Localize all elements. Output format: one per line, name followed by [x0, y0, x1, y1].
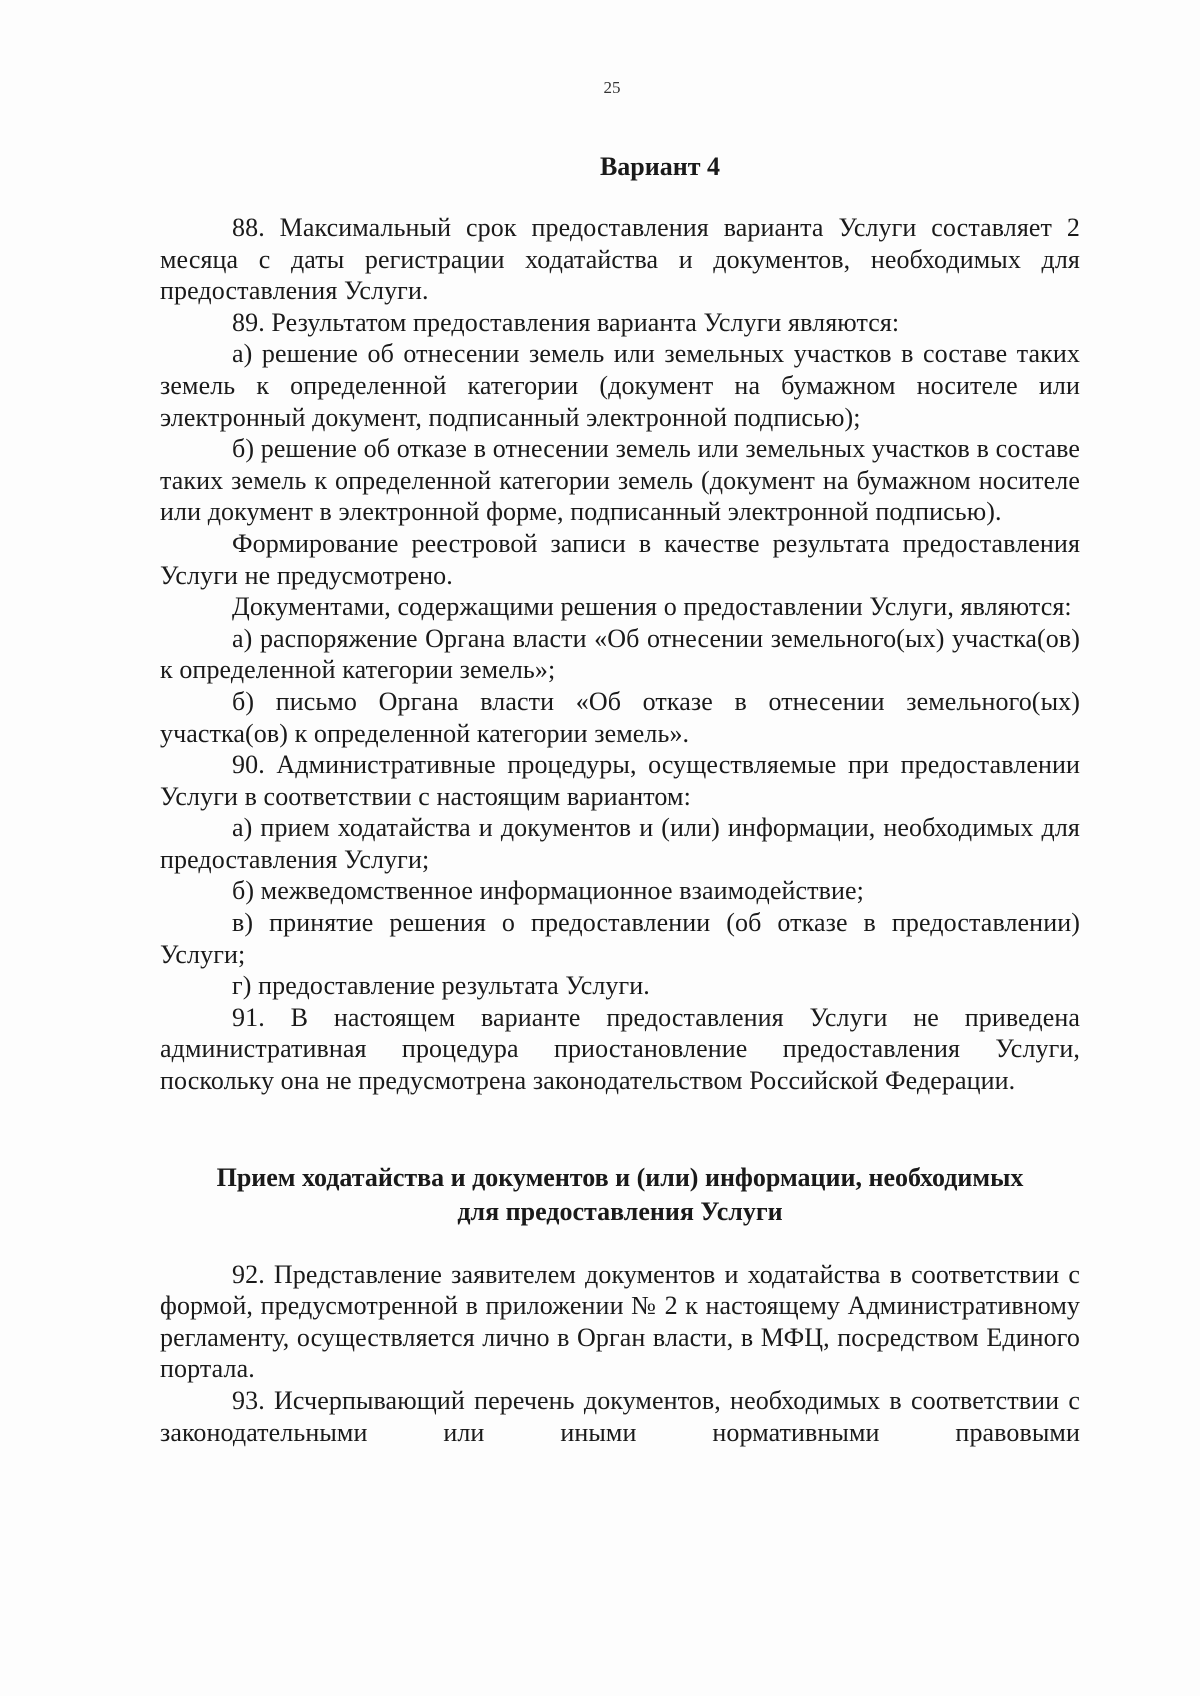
paragraph-93: 93. Исчерпывающий перечень документов, необходимых в соответствии с законодательными или иными нормативными правовыми — [160, 1386, 1080, 1447]
section-heading — [160, 1161, 1080, 1229]
paragraph-decision-documents: Документами, содержащими решения о предоставлении Услуги, являются: — [232, 592, 1072, 622]
variant-heading: Вариант 4 — [599, 152, 721, 181]
paragraph-90: 90. Административные процедуры, осуществляемые при предоставлении Услуги в соответствии с настоящим вариантом: — [160, 750, 1080, 811]
paragraph-90-v: в) принятие решения о предоставлении (об отказе в предоставлении) Услуги; — [160, 908, 1080, 969]
paragraph-90-a: а) прием ходатайства и документов и (или) информации, необходимых для предоставления Услуги; — [160, 813, 1080, 874]
document-body — [160, 150, 1080, 1448]
paragraph-90-g: г) предоставление результата Услуги. — [232, 971, 650, 1001]
paragraph-decision-b: б) письмо Органа власти «Об отказе в отнесении земельного(ых) участка(ов) к определенной категории земель». — [160, 686, 1080, 748]
section-heading-line-1: Прием ходатайства и документов и (или) информации, необходимых — [216, 1162, 1024, 1192]
paragraph-88: 88. Максимальный срок предоставления варианта Услуги составляет 2 месяца с даты регистрации ходатайства и документов, необходимых для предоставления Услуги. — [160, 213, 1080, 306]
paragraph-92: 92. Представление заявителем документов и ходатайства в соответствии с формой, предусмотренной в приложении № 2 к настоящему Административному регламенту, осуществляется лично в Орган власти, в МФЦ, посредством Единого портала. — [160, 1259, 1080, 1384]
paragraph-89-b: б) решение об отказе в отнесении земель или земельных участков в составе таких земель к определенной категории земель (документ на бумажном носителе или документ в электронной форме, подписанный электронной подписью). — [160, 434, 1080, 527]
paragraph-decision-a: а) распоряжение Органа власти «Об отнесении земельного(ых) участка(ов) к определенной категории земель»; — [160, 623, 1080, 685]
page-number: 25 — [603, 78, 621, 97]
paragraph-89: 89. Результатом предоставления варианта Услуги являются: — [232, 307, 900, 337]
paragraph-registry-record: Формирование реестровой записи в качестве результата предоставления Услуги не предусмотрено. — [160, 528, 1080, 590]
paragraph-90-b: б) межведомственное информационное взаимодействие; — [232, 876, 864, 906]
paragraph-89-a: а) решение об отнесении земель или земельных участков в составе таких земель к определенной категории (документ на бумажном носителе или электронный документ, подписанный электронной подписью); — [160, 339, 1080, 432]
paragraph-91: 91. В настоящем варианте предоставления Услуги не приведена административная процедура приостановление предоставления Услуги, поскольку она не предусмотрена законодательством Российской Федерации. — [160, 1002, 1080, 1096]
section-heading-line-2: для предоставления Услуги — [457, 1196, 783, 1226]
